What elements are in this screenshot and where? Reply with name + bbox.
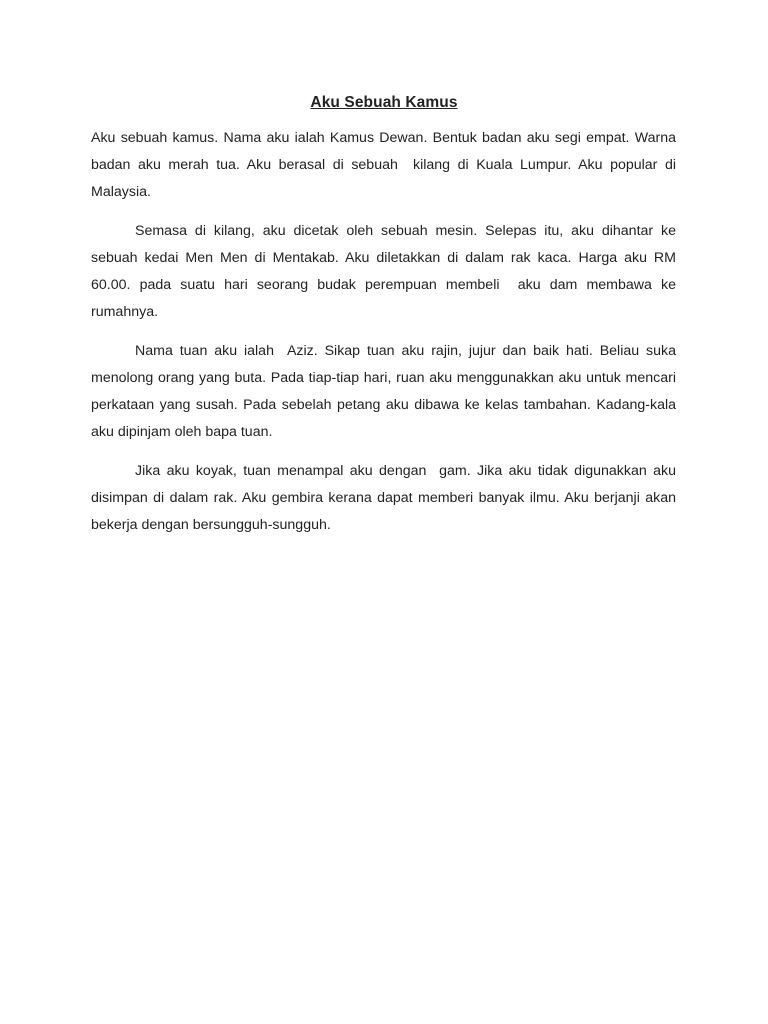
paragraph-1: Aku sebuah kamus. Nama aku ialah Kamus Dewan. Bentuk badan aku segi empat. Warna badan aku merah tua. Aku berasal di sebuah kilang di Kuala Lumpur. Aku popular di Malaysia.: [91, 130, 680, 200]
paragraph-3: Nama tuan aku ialah Aziz. Sikap tuan aku rajin, jujur dan baik hati. Beliau suka menolong orang yang buta. Pada tiap-tiap hari, ruan aku menggunakkan aku untuk mencari perkataan yang susah. Pada sebelah petang aku dibawa ke kelas tambahan. Kadang-kala aku dipinjam oleh bapa tuan.: [91, 343, 680, 440]
paragraph-2: Semasa di kilang, aku dicetak oleh sebuah mesin. Selepas itu, aku dihantar ke sebuah kedai Men Men di Mentakab. Aku diletakkan di dalam rak kaca. Harga aku RM 60.00. pada suatu hari seorang budak perempuan membeli aku dam membawa ke rumahnya.: [91, 223, 680, 320]
document-title: Aku Sebuah Kamus: [310, 94, 458, 111]
document-body: [91, 125, 680, 551]
paragraph-4: Jika aku koyak, tuan menampal aku dengan gam. Jika aku tidak digunakkan aku disimpan di dalam rak. Aku gembira kerana dapat memberi banyak ilmu. Aku berjanji akan bekerja dengan bersungguh-sungguh.: [91, 463, 680, 533]
